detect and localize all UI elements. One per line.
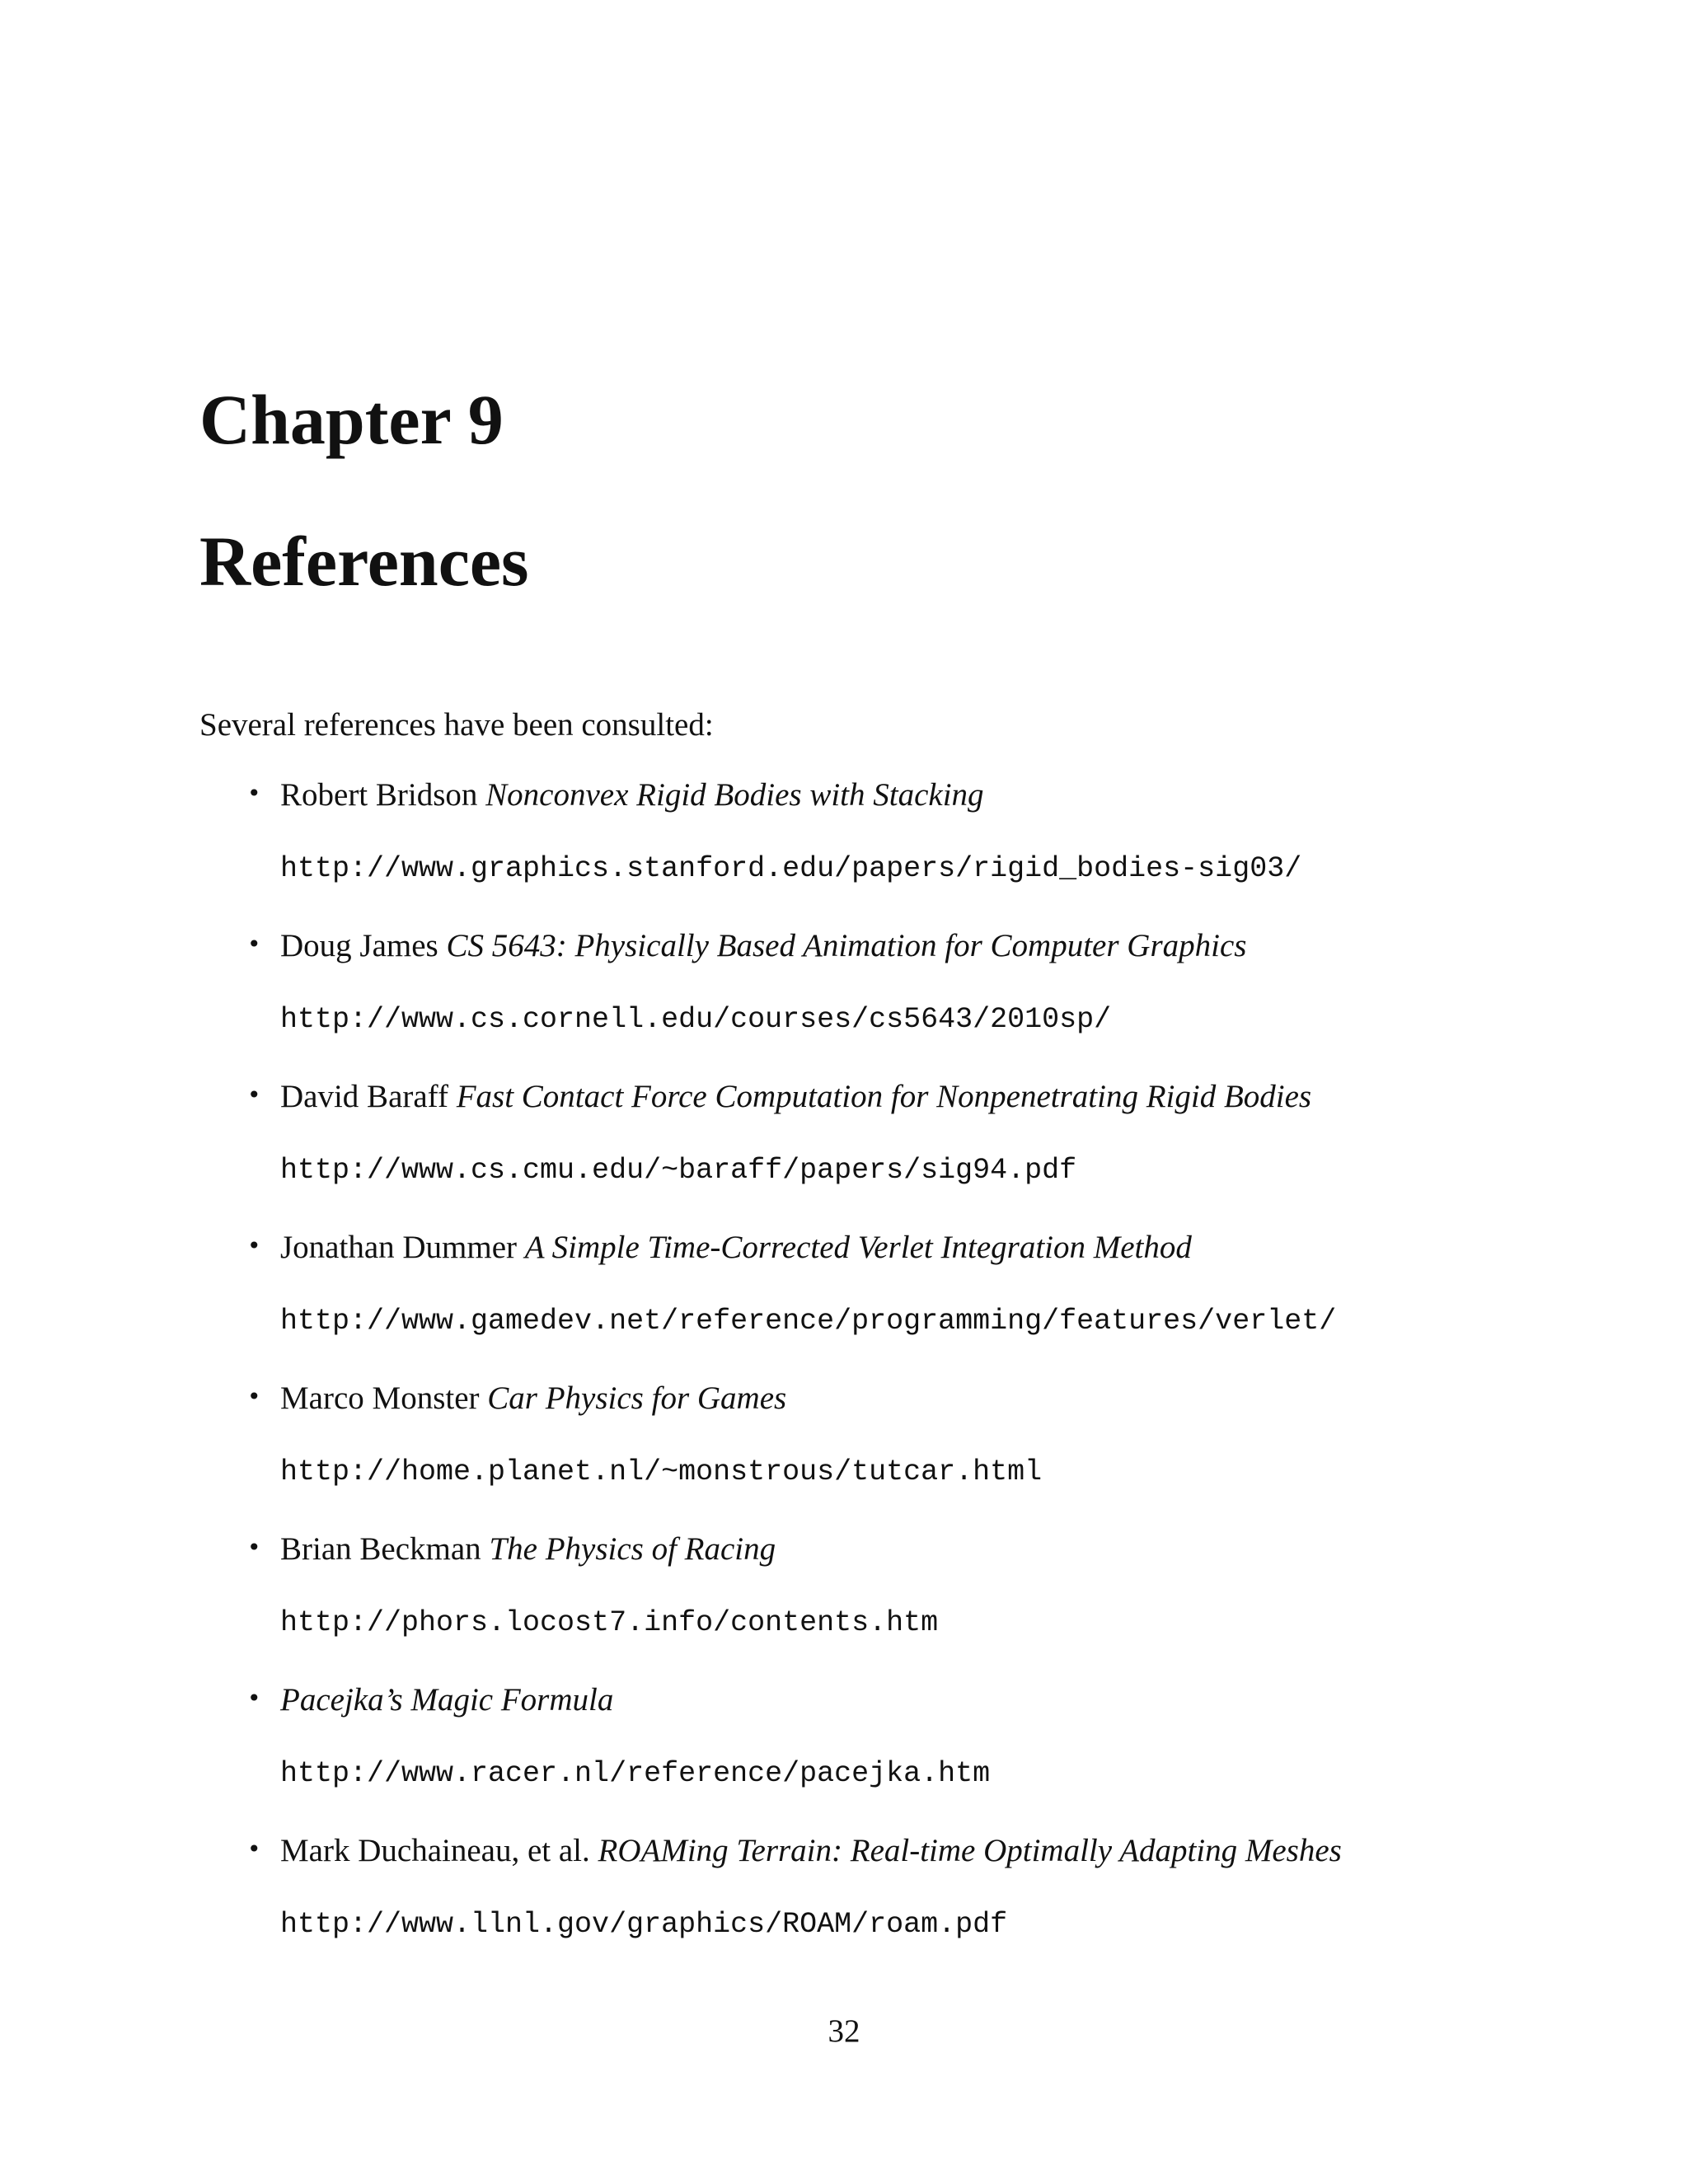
reference-citation — [280, 1684, 613, 1716]
bullet-icon: • — [247, 1081, 261, 1108]
reference-author: Robert Bridson — [280, 777, 478, 813]
reference-author: Marco Monster — [280, 1380, 480, 1416]
reference-author: Doug James — [280, 928, 438, 963]
reference-item — [0, 779, 1688, 919]
bullet-icon: • — [247, 1534, 261, 1561]
reference-item — [0, 930, 1688, 1070]
reference-citation — [280, 1533, 776, 1565]
reference-item — [0, 1684, 1688, 1824]
reference-title: The Physics of Racing — [489, 1531, 776, 1567]
bullet-icon: • — [247, 930, 261, 958]
reference-item — [0, 1835, 1688, 1975]
reference-citation — [280, 1231, 1192, 1263]
bullet-icon: • — [247, 1383, 261, 1410]
reference-citation — [280, 779, 984, 811]
reference-author: David Baraff — [280, 1079, 448, 1114]
reference-title: Car Physics for Games — [487, 1380, 787, 1416]
reference-url[interactable]: http://www.racer.nl/reference/pacejka.htm — [280, 1757, 991, 1790]
chapter-title: References — [199, 522, 529, 601]
reference-item — [0, 1231, 1688, 1371]
reference-title: ROAMing Terrain: Real-time Optimally Adapting Meshes — [598, 1833, 1342, 1868]
reference-citation — [280, 1080, 1311, 1113]
reference-title: Pacejka’s Magic Formula — [280, 1682, 614, 1718]
reference-item — [0, 1080, 1688, 1221]
reference-url[interactable]: http://phors.locost7.info/contents.htm — [280, 1606, 939, 1639]
reference-url[interactable]: http://home.planet.nl/~monstrous/tutcar.html — [280, 1455, 1043, 1488]
reference-author: Jonathan Dummer — [280, 1230, 518, 1265]
reference-citation — [280, 930, 1246, 962]
bullet-icon: • — [247, 1232, 261, 1259]
reference-url[interactable]: http://www.cs.cornell.edu/courses/cs5643/2010sp/ — [280, 1003, 1112, 1036]
bullet-icon: • — [247, 1685, 261, 1712]
reference-citation — [280, 1382, 786, 1414]
reference-item — [0, 1533, 1688, 1673]
reference-url[interactable]: http://www.graphics.stanford.edu/papers/rigid_bodies-sig03/ — [280, 852, 1302, 885]
reference-url[interactable]: http://www.llnl.gov/graphics/ROAM/roam.pdf — [280, 1908, 1008, 1941]
reference-author: Mark Duchaineau, et al. — [280, 1833, 590, 1868]
reference-url[interactable]: http://www.gamedev.net/reference/programming/features/verlet/ — [280, 1305, 1337, 1338]
reference-title: A Simple Time-Corrected Verlet Integration Method — [524, 1230, 1192, 1265]
bullet-icon: • — [247, 780, 261, 807]
chapter-label: Chapter 9 — [199, 380, 504, 459]
reference-title: Fast Contact Force Computation for Nonpenetrating Rigid Bodies — [456, 1079, 1312, 1114]
reference-title: CS 5643: Physically Based Animation for Computer Graphics — [446, 928, 1247, 963]
intro-text: Several references have been consulted: — [199, 707, 714, 743]
bullet-icon: • — [247, 1835, 261, 1863]
reference-author: Brian Beckman — [280, 1531, 481, 1567]
page-number: 32 — [828, 2013, 860, 2049]
reference-url[interactable]: http://www.cs.cmu.edu/~baraff/papers/sig94.pdf — [280, 1154, 1077, 1187]
reference-citation — [280, 1835, 1342, 1867]
reference-item — [0, 1382, 1688, 1522]
reference-title: Nonconvex Rigid Bodies with Stacking — [485, 777, 984, 813]
